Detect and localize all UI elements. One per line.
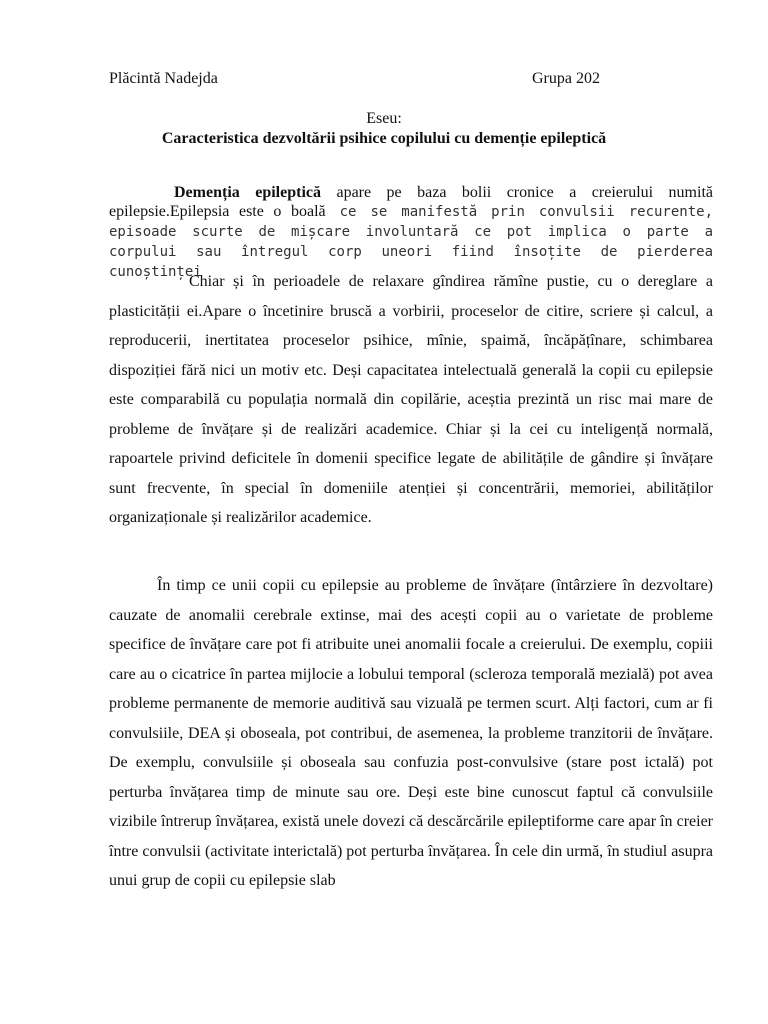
document-header <box>109 70 606 92</box>
paragraph-2 <box>109 267 713 533</box>
paragraph-3: În timp ce unii copii cu epilepsie au probleme de învățare (întârziere în dezvoltare) cauzate de anomalii cerebrale extinse, mai des acești copii au o varietate de probleme specifice de învățare care pot fi atribuite unei anomalii focale a creierului. De exemplu, copiii care au o cicatrice în partea mijlocie a lobului temporal (scleroza temporală mezială) pot avea probleme permanente de memorie auditivă sau vizuală pe termen scurt. Alți factori, cum ar fi convulsiile, DEA și oboseala, pot contribui, de asemenea, la probleme tranzitorii de învățare. De exemplu, convulsiile și oboseala sau confuzia post-convulsive (stare post ictală) pot perturba învățarea timp de minute sau ore. Deși este bine cunoscut faptul că convulsiile vizibile întrerup învățarea, există unele dovezi că descărcările epileptiforme care apar în creier între convulsii (activitate interictală) pot perturba învățarea. În cele din urmă, în studiul asupra unui grup de copii cu epilepsie slab <box>109 577 713 889</box>
paragraph-1-text-b: ce se manifestă prin convulsii recurente, episoade scurte de mișcare involuntară ce pot implica o parte a corpului sau întregul corp uneori fiind însoțite de pierderea cunoștinței <box>109 204 713 280</box>
paragraph-2-text: Chiar și în perioadele de relaxare gîndirea rămîne pustie, cu o dereglare a plasticității ei.Apare o încetinire bruscă a vorbirii, proceselor de citire, scriere și calcul, a reproducerii, inertitatea proceselor psihice, mînie, spaimă, încăpățînare, schimbarea dispoziției fără nici un motiv etc. Deși capacitatea intelectuală generală la copii cu epilepsie este comparabilă cu populația normală din copilărie, aceștia prezintă un risc mai mare de probleme de învățare și de realizări academice. Chiar și la cei cu inteligență normală, rapoartele privind deficitele în domenii specifice legate de abilitățile de gândire și învățare sunt frecvente, în special în domeniile atenției și concentrării, memoriei, abilităților organizaționale și realizărilor academice. <box>109 273 713 526</box>
paragraph-1-lead: Demenția epileptică <box>174 184 321 201</box>
document-title: Caracteristica dezvoltării psihice copilului cu demenție epileptică <box>161 130 607 147</box>
group-label: Grupa 202 <box>532 70 600 87</box>
document-type: Eseu: <box>366 110 402 127</box>
author-name: Plăcintă Nadejda <box>109 70 218 87</box>
paragraph-1-text-a: apare pe baza bolii cronice a creierului numită epilepsie.Epilepsia este o boală <box>109 184 713 220</box>
